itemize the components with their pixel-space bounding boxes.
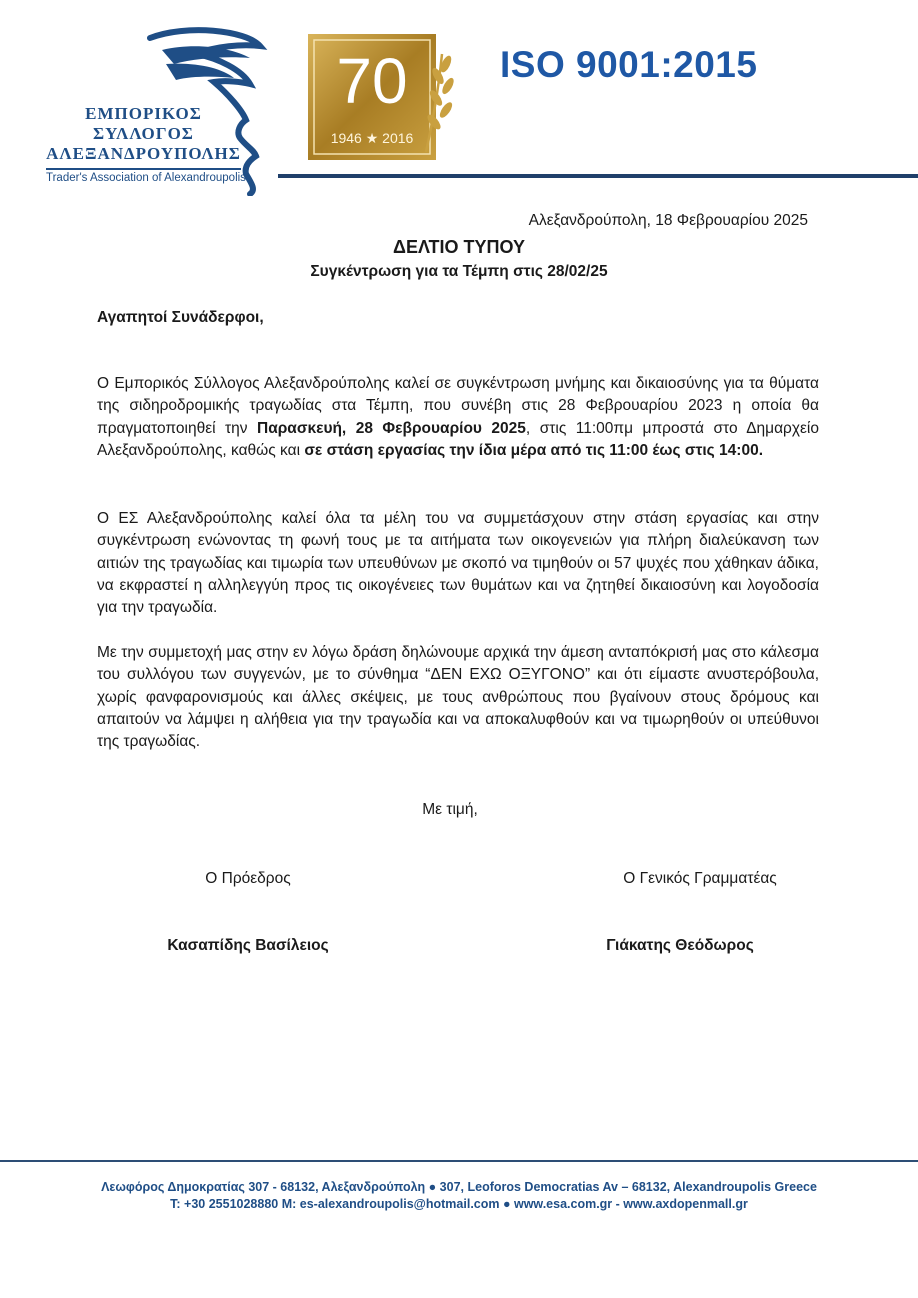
date-line: Αλεξανδρούπολη, 18 Φεβρουαρίου 2025 bbox=[528, 212, 808, 229]
paragraph-1-text-b: , στις 11:00πμ μπροστά στο Δημαρχείο Αλεξανδρούπολης, καθώς και bbox=[97, 419, 819, 459]
anniversary-years: 1946 ★ 2016 bbox=[330, 130, 414, 146]
footer-contact: T: +30 2551028880 M: es-alexandroupolis@hotmail.com ● www.esa.com.gr - www.axdopenmall.gr bbox=[170, 1197, 748, 1211]
president-title: Ο Πρόεδρος bbox=[205, 870, 291, 887]
paragraph-1-text-a: Ο Εμπορικός Σύλλογος Αλεξανδρούπολης καλεί σε συγκέντρωση μνήμης και δικαιοσύνης για τα θύματα της σιδηροδρομικής τραγωδίας στα Τέμπη, που συνέβη στις 28 Φεβρουαρίου 2023 η οποία θα πραγματοποιηθεί την bbox=[97, 375, 819, 437]
president-name: Κασαπίδης Βασίλειος bbox=[167, 937, 329, 954]
closing: Με τιμή, bbox=[422, 801, 478, 818]
paragraph-1 bbox=[97, 373, 819, 462]
paragraph-2: Ο ΕΣ Αλεξανδρούπολης καλεί όλα τα μέλη του να συμμετάσχουν στην στάση εργασίας και στην συγκέντρωση ενώνοντας τη φωνή τους με τα αιτήματα των οικογενειών για πλήρη διαλεύκανση των αιτιών της τραγωδίας και τιμωρία των υπευθύνων με σκοπό να τιμηθούν οι 57 ψυχές που χάθηκαν άδικα, να εκφραστεί η αλληλεγγύη προς τις οικογένειες των θυμάτων και να ζητηθεί δικαιοσύνη και λογοδοσία για την τραγωδία. bbox=[97, 510, 819, 617]
header-divider bbox=[278, 174, 918, 178]
anniversary-badge bbox=[308, 34, 436, 160]
secretary-title: Ο Γενικός Γραμματέας bbox=[623, 870, 777, 887]
footer-address: Λεωφόρος Δημοκρατίας 307 - 68132, Αλεξανδρούπολη ● 307, Leoforos Democratias Av – 68132, Alexandroupolis Greece bbox=[101, 1180, 817, 1194]
secretary-name: Γιάκατης Θεόδωρος bbox=[606, 937, 754, 954]
iso-certification: ISO 9001:2015 bbox=[500, 44, 758, 85]
paragraph-3: Με την συμμετοχή μας στην εν λόγω δράση δηλώνουμε αρχικά την άμεση ανταπόκρισή μας στο κάλεσμα του συλλόγου των συγγενών, με το σύνθημα “ΔΕΝ ΕΧΩ ΟΞΥΓΟΝΟ” και ότι είμαστε ανυστερόβουλα, χωρίς φανφαρονισμούς και άλλες σκέψεις, με τους ανθρώπους που βγαίνουν στους δρόμους και απαιτούν να λάμψει η αλήθεια για την τραγωδία και να αποκαλυφθούν και να τιμωρηθούν οι υπεύθυνοι της τραγωδίας. bbox=[97, 644, 819, 751]
footer-divider bbox=[0, 1160, 918, 1162]
press-release-title: ΔΕΛΤΙΟ ΤΥΠΟΥ bbox=[393, 237, 525, 257]
greeting: Αγαπητοί Συνάδερφοι, bbox=[97, 309, 264, 326]
org-name-english: Trader's Association of Alexandroupolis bbox=[46, 168, 241, 184]
press-release-subtitle: Συγκέντρωση για τα Τέμπη στις 28/02/25 bbox=[310, 263, 608, 280]
org-name-line-3: ΑΛΕΞΑΝΔΡΟΥΠΟΛΗΣ bbox=[46, 144, 241, 163]
org-name-line-1: ΕΜΠΟΡΙΚΟΣ bbox=[85, 104, 202, 123]
anniversary-number: 70 bbox=[336, 45, 408, 117]
org-name-line-2: ΣΥΛΛΟΓΟΣ bbox=[93, 124, 194, 143]
association-logo bbox=[46, 24, 296, 196]
paragraph-1-bold-date: Παρασκευή, 28 Φεβρουαρίου 2025 bbox=[257, 419, 526, 437]
paragraph-1-bold-strike: σε στάση εργασίας την ίδια μέρα από τις 11:00 έως στις 14:00. bbox=[304, 441, 764, 459]
